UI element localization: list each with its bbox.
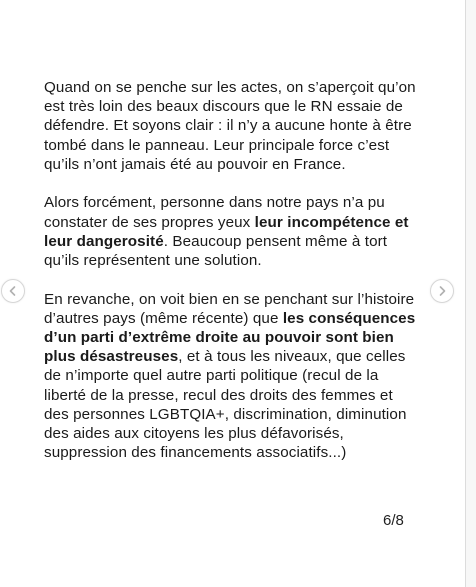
- chevron-right-icon: [437, 285, 447, 297]
- chevron-left-icon: [8, 285, 18, 297]
- paragraph-2: [44, 193, 420, 270]
- paragraph-3-text-start: En revanche, on voit bien en se penchant sur l’histoire d’autres pays (même récente) que: [44, 290, 415, 327]
- paragraph-1-text: Quand on se penche sur les actes, on s’aperçoit qu’on est très loin des beaux discours que le RN essaie de défendre. Et soyons clair : il n’y a aucune honte à être tombé dans le panneau. Leur principale force c’est qu’ils n’ont jamais été au pouvoir en France.: [44, 79, 416, 173]
- page-indicator: 6/8: [383, 512, 404, 529]
- paragraph-2-bold: leur incompétence et leur dangerosité: [44, 213, 409, 250]
- paragraph-3: [44, 290, 420, 463]
- paragraph-2-text-start: Alors forcément, personne dans notre pays n’a pu constater de ses propres yeux: [44, 194, 385, 231]
- paragraph-3-bold: les conséquences d’un parti d’extrême droite au pouvoir sont bien plus désastreuses: [44, 309, 416, 366]
- slide-text: [44, 78, 420, 482]
- previous-slide-button[interactable]: [1, 279, 25, 303]
- next-slide-button[interactable]: [430, 279, 454, 303]
- paragraph-2-text-end: . Beaucoup pensent même à tort qu’ils représentent une solution.: [44, 232, 388, 270]
- next-slide-edge: [466, 0, 476, 587]
- paragraph-3-text-end: , et à tous les niveaux, que celles de n’importe quel autre parti politique (recul de la liberté de la presse, recul des droits des femmes et des personnes LGBTQIA+, discrimination, diminution des aides aux citoyens les plus défavorisés, suppression des financements associatifs...): [44, 348, 407, 462]
- paragraph-1: [44, 78, 420, 174]
